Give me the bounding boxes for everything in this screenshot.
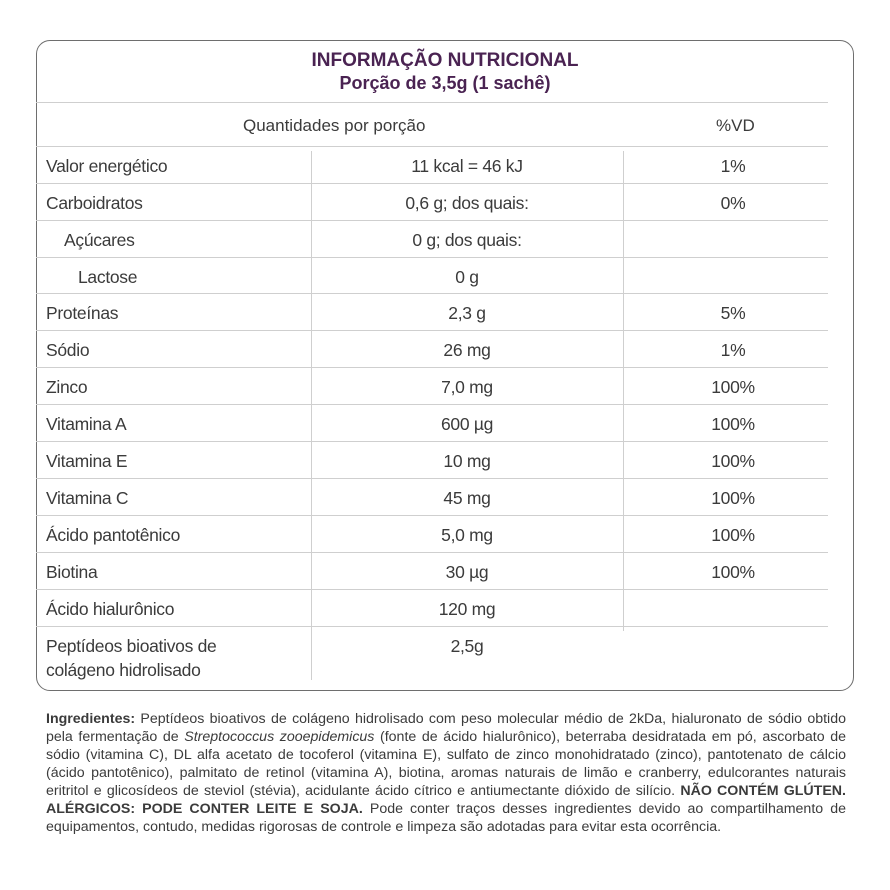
nutrient-name: Vitamina C: [46, 488, 129, 508]
nutrient-quantity: 5,0 mg: [441, 525, 493, 545]
nutrient-name-line: Peptídeos bioativos de: [46, 636, 217, 656]
table-row: [36, 486, 854, 516]
nutrient-name: Ácido hialurônico: [46, 599, 175, 619]
nutrient-name: Proteínas: [46, 303, 119, 323]
nutrient-daily-value: 100%: [711, 377, 755, 397]
row-divider: [36, 626, 828, 627]
ingredients-body-3: Pode conter traços desses ingredientes devido ao compartilhamento de equipamentos, contudo, medidas rigorosas de controle e limpeza são adotadas para evitar esta ocorrência.: [46, 801, 847, 835]
column-header-vd: %VD: [716, 116, 755, 135]
table-row: [36, 154, 854, 184]
nutrient-daily-value: 100%: [711, 451, 755, 471]
nutrient-name: Carboidratos: [46, 193, 143, 213]
row-divider: [36, 441, 828, 442]
row-divider: [36, 404, 828, 405]
header-divider: [36, 146, 828, 147]
table-row: [36, 412, 854, 442]
nutrient-name: Zinco: [46, 377, 88, 397]
nutrient-quantity: 0,6 g; dos quais:: [405, 193, 529, 213]
table-row: [36, 191, 854, 221]
nutrient-name: Biotina: [46, 562, 98, 582]
row-divider: [36, 367, 828, 368]
nutrient-quantity: 7,0 mg: [441, 377, 493, 397]
ingredients-body-2: (fonte de ácido hialurônico), beterraba desidratada em pó, ascorbato de sódio (vitamina C), DL alfa acetato de tocoferol (vitamina E), sulfato de zinco monohidratado (zinco), pantotenato de cálcio (ácido pantotênico), palmitato de retinol (vitamina A), biotina, aromas naturais de limão e cranberry, edulcorantes naturais eritritol e glicosídeos de steviol (stévia), acidulante ácido cítrico e antiumectante dióxido de silício.: [46, 729, 847, 799]
nutrient-daily-value: 100%: [711, 414, 755, 434]
nutrient-name: Vitamina A: [46, 414, 127, 434]
row-divider: [36, 589, 828, 590]
nutrient-daily-value: 1%: [720, 340, 746, 360]
nutrient-daily-value: 5%: [720, 303, 746, 323]
ingredients-species: Streptococcus zooepidemicus: [184, 729, 375, 745]
table-row: [36, 560, 854, 590]
row-divider: [36, 257, 828, 258]
table-row: [36, 634, 854, 680]
ingredients-text: [46, 710, 846, 836]
table-row: [36, 228, 854, 258]
nutrient-quantity: 600 µg: [440, 414, 494, 434]
title-divider: [36, 102, 828, 103]
ingredients-label: Ingredientes:: [46, 711, 136, 727]
nutrient-daily-value: 100%: [711, 562, 755, 582]
row-divider: [36, 515, 828, 516]
nutrient-quantity: 0 g; dos quais:: [412, 230, 522, 250]
allergen-warning: NÃO CONTÉM GLÚTEN. ALÉRGICOS: PODE CONTER LEITE E SOJA.: [46, 783, 846, 817]
nutrient-name: Açúcares: [64, 230, 135, 250]
table-row: [36, 375, 854, 405]
nutrient-quantity: 30 µg: [445, 562, 489, 582]
table-row: [36, 301, 854, 331]
nutrient-quantity: 10 mg: [443, 451, 491, 471]
nutrient-quantity: 120 mg: [438, 599, 496, 619]
row-divider: [36, 478, 828, 479]
row-divider: [36, 183, 828, 184]
table-row: [36, 338, 854, 368]
table-row: [36, 449, 854, 479]
nutrient-quantity: 11 kcal = 46 kJ: [411, 156, 523, 176]
nutrient-name: Vitamina E: [46, 451, 128, 471]
row-divider: [36, 552, 828, 553]
nutrient-name: [46, 634, 216, 682]
portion-size: Porção de 3,5g (1 sachê): [339, 73, 551, 93]
table-row: [36, 597, 854, 627]
nutrient-name: Lactose: [78, 267, 138, 287]
nutrient-quantity: 0 g: [455, 267, 479, 287]
nutrient-name: Valor energético: [46, 156, 168, 176]
nutrient-daily-value: 0%: [720, 193, 746, 213]
nutrient-quantity: 2,3 g: [448, 303, 486, 323]
table-row: [36, 265, 854, 295]
column-header-quantity: Quantidades por porção: [243, 116, 426, 135]
table-row: [36, 523, 854, 553]
row-divider: [36, 220, 828, 221]
row-divider: [36, 330, 828, 331]
nutrient-daily-value: 1%: [720, 156, 746, 176]
row-divider: [36, 293, 828, 294]
nutrient-daily-value: 100%: [711, 525, 755, 545]
nutrient-name: Sódio: [46, 340, 90, 360]
nutrient-quantity: 2,5g: [450, 636, 484, 656]
nutrient-quantity: 26 mg: [443, 340, 491, 360]
nutrient-daily-value: 100%: [711, 488, 755, 508]
nutrient-name: Ácido pantotênico: [46, 525, 181, 545]
nutrient-name-line: colágeno hidrolisado: [46, 660, 201, 680]
nutrient-quantity: 45 mg: [443, 488, 491, 508]
nutrition-title: INFORMAÇÃO NUTRICIONAL: [311, 50, 579, 71]
ingredients-body-1: Peptídeos bioativos de colágeno hidrolisado com peso molecular médio de 2kDa, hialuronato de sódio obtido pela fermentação de: [46, 711, 846, 745]
